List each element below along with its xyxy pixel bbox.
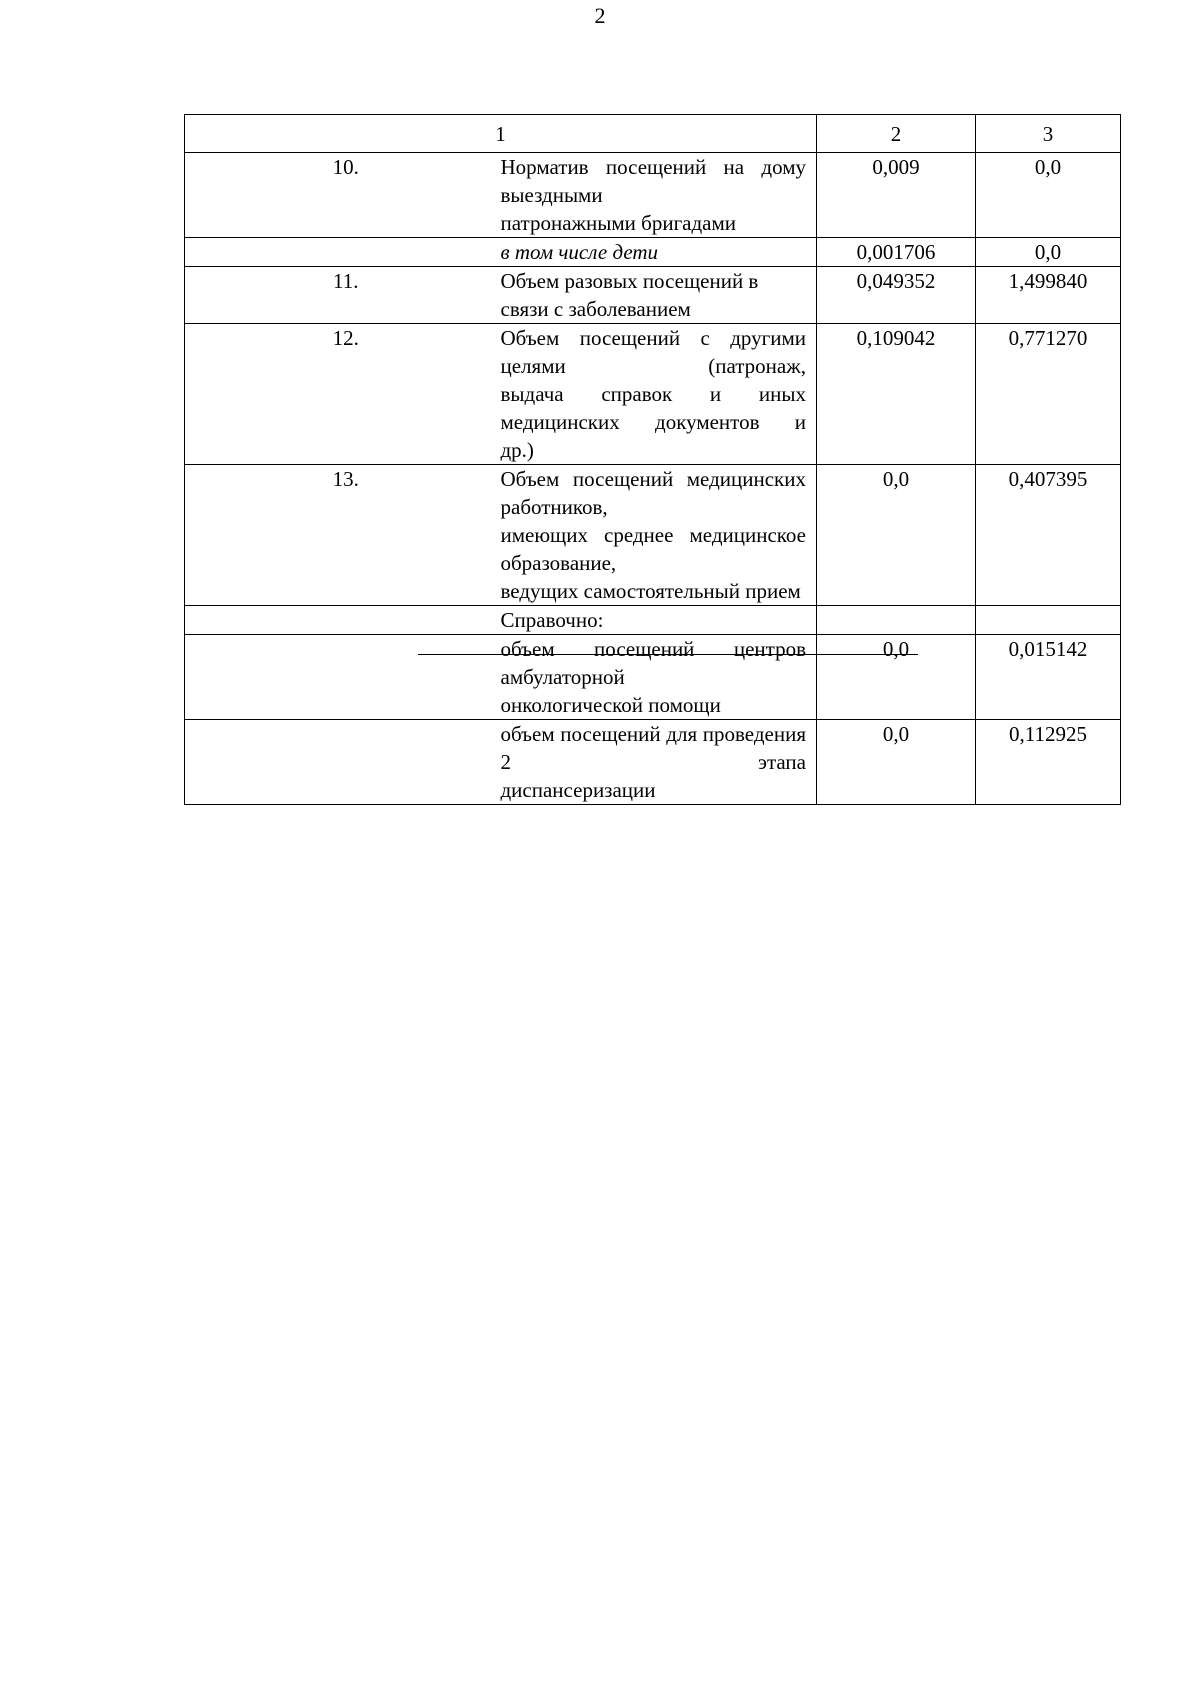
table-row xyxy=(185,635,1121,720)
row-value-col3: 0,771270 xyxy=(976,324,1121,465)
row-value-col2: 0,001706 xyxy=(817,238,976,267)
table-row xyxy=(185,153,1121,238)
table-row xyxy=(185,324,1121,465)
row-number: 10. xyxy=(185,153,501,238)
table-row xyxy=(185,238,1121,267)
row-description: Справочно: xyxy=(501,606,817,635)
row-description: объем посещений для проведения 2 этапа диспансеризации xyxy=(501,720,817,805)
row-value-col2: 0,0 xyxy=(817,635,976,720)
data-table xyxy=(184,114,1121,805)
row-value-col2: 0,0 xyxy=(817,720,976,805)
row-description: Норматив посещений на дому выездными патронажными бригадами xyxy=(501,153,817,238)
table-header-row xyxy=(185,115,1121,153)
row-value-col2 xyxy=(817,606,976,635)
table-row xyxy=(185,720,1121,805)
row-value-col2: 0,009 xyxy=(817,153,976,238)
table-row xyxy=(185,606,1121,635)
table-row xyxy=(185,465,1121,606)
row-number: 12. xyxy=(185,324,501,465)
row-number: 13. xyxy=(185,465,501,606)
row-value-col3: 0,0 xyxy=(976,238,1121,267)
row-description: в том числе дети xyxy=(501,238,817,267)
row-description: объем посещений центров амбулаторной онкологической помощи xyxy=(501,635,817,720)
row-value-col2: 0,0 xyxy=(817,465,976,606)
row-value-col3: 0,0 xyxy=(976,153,1121,238)
row-description: Объем разовых посещений в связи с заболеванием xyxy=(501,267,817,324)
row-number xyxy=(185,635,501,720)
row-value-col2: 0,109042 xyxy=(817,324,976,465)
row-number xyxy=(185,606,501,635)
row-value-col2: 0,049352 xyxy=(817,267,976,324)
row-value-col3: 0,015142 xyxy=(976,635,1121,720)
row-description: Объем посещений медицинских работников, имеющих среднее медицинское образование, ведущих самостоятельный прием xyxy=(501,465,817,606)
row-number xyxy=(185,238,501,267)
closing-divider-line xyxy=(418,654,918,655)
row-value-col3: 0,407395 xyxy=(976,465,1121,606)
row-value-col3 xyxy=(976,606,1121,635)
row-value-col3: 0,112925 xyxy=(976,720,1121,805)
row-description: Объем посещений с другими целями (патронаж, выдача справок и иных медицинских документов и др.) xyxy=(501,324,817,465)
row-number: 11. xyxy=(185,267,501,324)
header-cell-3: 3 xyxy=(976,115,1121,153)
row-number xyxy=(185,720,501,805)
page-number: 2 xyxy=(594,3,606,28)
header-cell-2: 2 xyxy=(817,115,976,153)
header-cell-1: 1 xyxy=(185,115,817,153)
row-value-col3: 1,499840 xyxy=(976,267,1121,324)
table-row xyxy=(185,267,1121,324)
